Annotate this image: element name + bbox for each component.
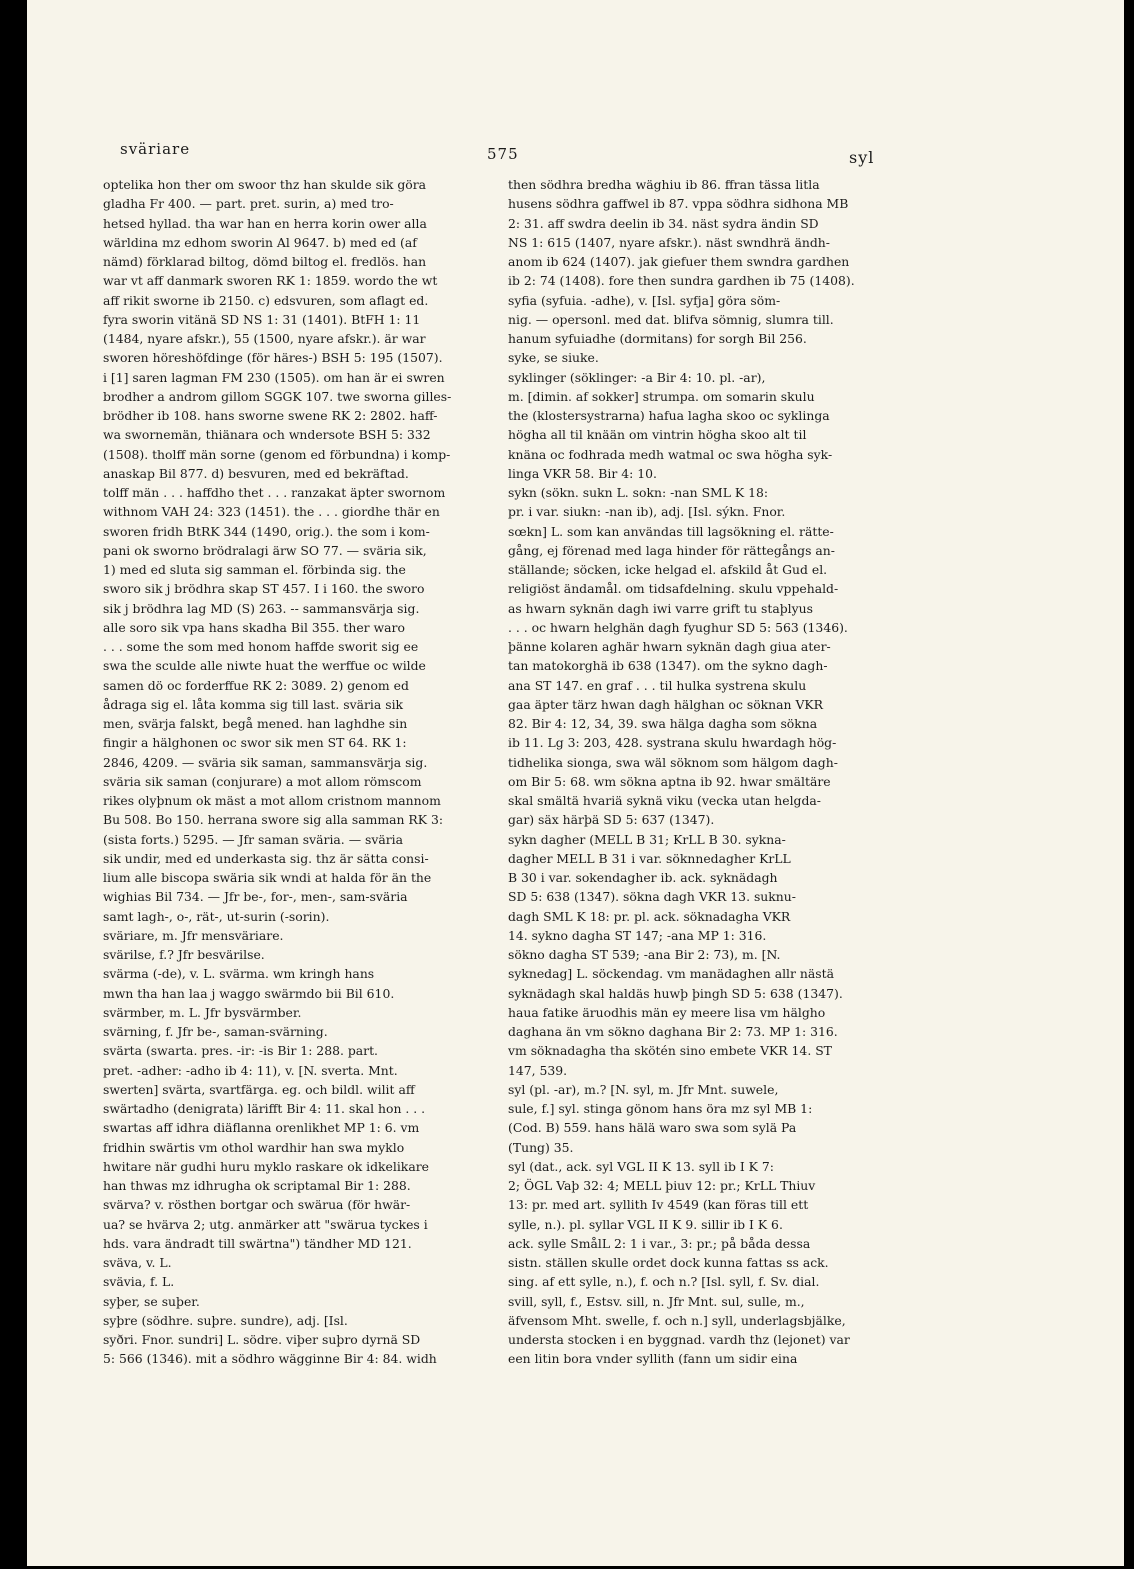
text-line: husens södhra gaffwel ib 87. vppa södhra sidhona MB bbox=[508, 196, 849, 212]
text-line: then södhra bredha wäghiu ib 86. ffran tässa litla bbox=[508, 177, 820, 192]
text-line: (1484, nyare afskr.), 55 (1500, nyare afskr.). är war bbox=[103, 331, 426, 346]
text-line: sworen fridh BtRK 344 (1490, orig.). the som i kom- bbox=[103, 523, 430, 539]
text-line: þänne kolaren aghär hwarn syknän dagh giua ater- bbox=[508, 639, 831, 654]
text-line: daghana än vm sökno daghana Bir 2: 73. MP 1: 316. bbox=[508, 1024, 838, 1039]
text-line: haua fatike äruodhis män ey meere lisa vm hälgho bbox=[508, 1004, 826, 1020]
text-line: han thwas mz idhrugha ok scriptamal Bir 1: 288. bbox=[103, 1178, 411, 1193]
text-line: tolff män . . . haffdho thet . . . ranzakat äpter swornom bbox=[103, 485, 446, 500]
text-line: sik undir, med ed underkasta sig. thz är sätta consi- bbox=[103, 850, 429, 866]
text-line: fridhin swärtis vm othol wardhir han swa myklo bbox=[103, 1139, 405, 1155]
text-line: the (klostersystrarna) hafua lagha skoo oc syklinga bbox=[508, 408, 830, 423]
text-line: Bu 508. Bo 150. herrana swore sig alla samman RK 3: bbox=[103, 812, 444, 828]
text-line: (sista forts.) 5295. — Jfr saman sväria. — sväria bbox=[103, 831, 404, 847]
text-line: gaa äpter tärz hwan dagh hälghan oc söknan VKR bbox=[508, 696, 823, 712]
text-line: optelika hon ther om swoor thz han skulde sik göra bbox=[103, 177, 427, 192]
text-line: swa the sculde alle niwte huat the werffue oc wilde bbox=[103, 658, 426, 674]
text-line: gar) säx härþä SD 5: 637 (1347). bbox=[508, 812, 715, 828]
text-line: sväva, v. L. bbox=[103, 1255, 172, 1270]
page-number: 575 bbox=[487, 145, 519, 163]
text-line: gång, ej förenad med laga hinder för rättegångs an- bbox=[508, 542, 835, 558]
text-line: tan matokorghä ib 638 (1347). om the sykno dagh- bbox=[508, 658, 828, 674]
text-line: dagh SML K 18: pr. pl. ack. söknadagha VKR bbox=[508, 908, 791, 924]
text-line: (Cod. B) 559. hans hälä waro swa som sylä Pa bbox=[508, 1120, 797, 1136]
text-line: 1) med ed sluta sig samman el. förbinda sig. the bbox=[103, 562, 406, 577]
text-line: syl (dat., ack. syl VGL II K 13. syll ib I K 7: bbox=[508, 1158, 774, 1174]
text-line: svill, syll, f., Estsv. sill, n. Jfr Mnt. sul, sulle, m., bbox=[508, 1293, 805, 1309]
text-line: 14. sykno dagha ST 147; -ana MP 1: 316. bbox=[508, 927, 767, 943]
text-line: 147, 539. bbox=[508, 1062, 568, 1078]
text-line: withnom VAH 24: 323 (1451). the . . . giordhe thär en bbox=[103, 504, 440, 520]
text-line: sule, f.] syl. stinga gönom hans öra mz syl MB 1: bbox=[508, 1101, 813, 1116]
text-line: syþer, se suþer. bbox=[103, 1293, 200, 1309]
text-line: wärldina mz edhom sworin Al 9647. b) med ed (af bbox=[103, 234, 417, 250]
text-line: ådraga sig el. låta komma sig till last. sväria sik bbox=[103, 696, 404, 712]
text-line: ack. sylle SmålL 2: 1 i var., 3: pr.; på båda dessa bbox=[508, 1235, 811, 1251]
text-line: 2846, 4209. — sväria sik saman, sammansvärja sig. bbox=[103, 754, 428, 770]
text-line: brödher ib 108. hans sworne swene RK 2: 2802. haff- bbox=[103, 408, 438, 423]
text-line: anom ib 624 (1407). jak giefuer them swndra gardhen bbox=[508, 254, 850, 269]
text-line: ställande; söcken, icke helgad el. afskild åt Gud el. bbox=[508, 562, 828, 577]
text-line: syfia (syfuia. -adhe), v. [Isl. syfja] göra söm- bbox=[508, 292, 781, 308]
text-line: hetsed hyllad. tha war han en herra korin ower alla bbox=[103, 215, 427, 231]
text-line: wighias Bil 734. — Jfr be-, for-, men-, sam-sväria bbox=[103, 889, 408, 905]
text-line: (1508). tholff män sorne (genom ed förbundna) i komp- bbox=[103, 446, 451, 462]
text-line: knäna oc fodhrada medh watmal oc swa högha syk- bbox=[508, 446, 833, 462]
text-line: samen dö oc forderffue RK 2: 3089. 2) genom ed bbox=[103, 677, 409, 693]
right-column bbox=[508, 175, 880, 1369]
text-line: sökno dagha ST 539; -ana Bir 2: 73), m. [N. bbox=[508, 947, 781, 962]
text-line: svärmber, m. L. Jfr bysvärmber. bbox=[103, 1004, 302, 1020]
text-line: mwn tha han laa j waggo swärmdo bii Bil 610. bbox=[103, 985, 395, 1001]
text-line: svävia, f. L. bbox=[103, 1274, 175, 1290]
text-line: pr. i var. siukn: -nan ib), adj. [Isl. sýkn. Fnor. bbox=[508, 504, 786, 520]
text-line: 2; ÖGL Vaþ 32: 4; MELL þiuv 12: pr.; KrLL Thiuv bbox=[508, 1178, 816, 1193]
text-line: syknädagh skal haldäs huwþ þingh SD 5: 638 (1347). bbox=[508, 985, 843, 1001]
text-line: brodher a androm gillom SGGK 107. twe sworna gilles- bbox=[103, 388, 452, 404]
text-line: linga VKR 58. Bir 4: 10. bbox=[508, 465, 657, 481]
text-line: äfvensom Mht. swelle, f. och n.] syll, underlagsbjälke, bbox=[508, 1312, 846, 1328]
text-line: gladha Fr 400. — part. pret. surin, a) med tro- bbox=[103, 196, 394, 212]
running-head-right: syl bbox=[849, 148, 875, 167]
dictionary-page bbox=[27, 0, 1124, 1566]
text-line: sväria sik saman (conjurare) a mot allom römscom bbox=[103, 773, 422, 789]
text-line: swerten] svärta, svartfärga. eg. och bildl. wilit aff bbox=[103, 1081, 415, 1097]
text-line: sväriare, m. Jfr mensväriare. bbox=[103, 927, 284, 943]
running-head-left: sväriare bbox=[120, 140, 191, 158]
text-line: swartas aff idhra diäflanna orenlikhet MP 1: 6. vm bbox=[103, 1120, 420, 1136]
text-line: lium alle biscopa swäria sik wndi at halda för än the bbox=[103, 870, 432, 885]
text-line: fingir a hälghonen oc swor sik men ST 64. RK 1: bbox=[103, 735, 407, 751]
text-line: 13: pr. med art. syllith Iv 4549 (kan föras till ett bbox=[508, 1197, 809, 1213]
text-line: syke, se siuke. bbox=[508, 350, 599, 366]
text-line: ib 2: 74 (1408). fore then sundra gardhen ib 75 (1408). bbox=[508, 273, 855, 289]
text-line: . . . some the som med honom haffde sworit sig ee bbox=[103, 639, 419, 654]
text-line: sœkn] L. som kan användas till lagsökning el. rätte- bbox=[508, 523, 834, 539]
text-line: syþre (södhre. suþre. sundre), adj. [Isl. bbox=[103, 1312, 348, 1328]
text-line: högha all til knään om vintrin högha skoo alt til bbox=[508, 427, 807, 443]
text-line: sworo sik j brödhra skap ST 457. I i 160. the sworo bbox=[103, 581, 425, 597]
text-line: svärma (-de), v. L. svärma. wm kringh hans bbox=[103, 966, 375, 982]
text-line: sykn (sökn. sukn L. sokn: -nan SML K 18: bbox=[508, 485, 769, 500]
text-line: anaskap Bil 877. d) besvuren, med ed bekräftad. bbox=[103, 465, 409, 481]
text-line: sykn dagher (MELL B 31; KrLL B 30. sykna- bbox=[508, 831, 786, 847]
text-line: sistn. ställen skulle ordet dock kunna fattas ss ack. bbox=[508, 1255, 829, 1270]
text-line: sylle, n.). pl. syllar VGL II K 9. sillir ib I K 6. bbox=[508, 1216, 783, 1232]
text-line: NS 1: 615 (1407, nyare afskr.). näst swndhrä ändh- bbox=[508, 234, 830, 250]
text-line: pret. -adher: -adho ib 4: 11), v. [N. sverta. Mnt. bbox=[103, 1062, 398, 1078]
text-line: 5: 566 (1346). mit a södhro wägginne Bir 4: 84. widh bbox=[103, 1351, 437, 1367]
text-line: tidhelika sionga, swa wäl söknom som hälgom dagh- bbox=[508, 754, 838, 770]
text-line: understa stocken i en byggnad. vardh thz (lejonet) var bbox=[508, 1332, 850, 1347]
text-line: B 30 i var. sokendagher ib. ack. syknädagh bbox=[508, 870, 778, 885]
text-line: wa swornemän, thiänara och wndersote BSH 5: 332 bbox=[103, 427, 431, 443]
text-line: sworen höreshöfdinge (för häres-) BSH 5: 195 (1507). bbox=[103, 350, 443, 366]
text-line: pani ok sworno brödralagi ärw SO 77. — sväria sik, bbox=[103, 542, 427, 558]
text-line: ib 11. Lg 3: 203, 428. systrana skulu hwardagh hög- bbox=[508, 735, 837, 751]
text-line: svärta (swarta. pres. -ir: -is Bir 1: 288. part. bbox=[103, 1043, 378, 1059]
text-line: as hwarn syknän dagh iwi varre grift tu staþlyus bbox=[508, 600, 813, 616]
text-line: alle soro sik vpa hans skadha Bil 355. ther waro bbox=[103, 619, 405, 635]
text-line: hds. vara ändradt till swärtna") tändher MD 121. bbox=[103, 1235, 412, 1251]
text-line: dagher MELL B 31 i var. söknnedagher KrLL bbox=[508, 850, 791, 866]
text-line: svärva? v. rösthen bortgar och swärua (för hwär- bbox=[103, 1197, 411, 1213]
text-line: svärilse, f.? Jfr besvärilse. bbox=[103, 947, 265, 962]
text-line: swärtadho (denigrata) lärifft Bir 4: 11. skal hon . . . bbox=[103, 1101, 426, 1116]
left-column bbox=[103, 175, 475, 1369]
text-line: aff rikit sworne ib 2150. c) edsvuren, som aflagt ed. bbox=[103, 292, 429, 308]
text-line: 82. Bir 4: 12, 34, 39. swa hälga dagha som sökna bbox=[508, 716, 818, 731]
text-line: rikes olyþnum ok mäst a mot allom cristnom mannom bbox=[103, 793, 441, 808]
text-line: syðri. Fnor. sundri] L. södre. viþer suþro dyrnä SD bbox=[103, 1332, 421, 1347]
text-line: syklinger (söklinger: -a Bir 4: 10. pl. -ar), bbox=[508, 369, 766, 385]
text-line: religiöst ändamål. om tidsafdelning. skulu vppehald- bbox=[508, 581, 839, 597]
text-line: sik j brödhra lag MD (S) 263. -- sammansvärja sig. bbox=[103, 600, 420, 616]
text-line: syknedag] L. söckendag. vm manädaghen allr nästä bbox=[508, 966, 834, 982]
text-line: war vt aff danmark sworen RK 1: 1859. wordo the wt bbox=[103, 273, 438, 289]
text-line: sing. af ett sylle, n.), f. och n.? [Isl. syll, f. Sv. dial. bbox=[508, 1274, 820, 1290]
text-line: fyra sworin vitänä SD NS 1: 31 (1401). BtFH 1: 11 bbox=[103, 311, 421, 327]
text-line: (Tung) 35. bbox=[508, 1139, 574, 1155]
text-line: om Bir 5: 68. wm sökna aptna ib 92. hwar smältäre bbox=[508, 773, 831, 789]
text-line: hwitare när gudhi huru myklo raskare ok idkelikare bbox=[103, 1158, 429, 1174]
text-line: nämd) förklarad biltog, dömd biltog el. fredlös. han bbox=[103, 254, 427, 269]
text-line: samt lagh-, o-, rät-, ut-surin (-sorin). bbox=[103, 908, 330, 924]
text-line: vm söknadagha tha skötén sino embete VKR 14. ST bbox=[508, 1043, 832, 1059]
text-line: men, svärja falskt, begå mened. han laghdhe sin bbox=[103, 716, 408, 731]
text-line: SD 5: 638 (1347). sökna dagh VKR 13. suknu- bbox=[508, 889, 796, 905]
text-line: svärning, f. Jfr be-, saman-svärning. bbox=[103, 1024, 328, 1039]
text-line: m. [dimin. af sokker] strumpa. om somarin skulu bbox=[508, 388, 815, 404]
text-line: hanum syfuiadhe (dormitans) for sorgh Bil 256. bbox=[508, 331, 807, 346]
text-line: nig. — opersonl. med dat. blifva sömnig, slumra till. bbox=[508, 311, 834, 327]
text-line: 2: 31. aff swdra deelin ib 34. näst sydra ändin SD bbox=[508, 215, 819, 231]
text-line: een litin bora vnder syllith (fann um sidir eina bbox=[508, 1351, 798, 1367]
text-line: ua? se hvärva 2; utg. anmärker att "swärua tyckes i bbox=[103, 1216, 428, 1232]
text-line: ana ST 147. en graf . . . til hulka systrena skulu bbox=[508, 677, 807, 693]
text-line: skal smältä hvariä syknä viku (vecka utan helgda- bbox=[508, 793, 821, 808]
text-line: i [1] saren lagman FM 230 (1505). om han är ei swren bbox=[103, 369, 445, 385]
text-line: . . . oc hwarn helghän dagh fyughur SD 5: 563 (1346). bbox=[508, 619, 848, 635]
text-line: syl (pl. -ar), m.? [N. syl, m. Jfr Mnt. suwele, bbox=[508, 1081, 779, 1097]
